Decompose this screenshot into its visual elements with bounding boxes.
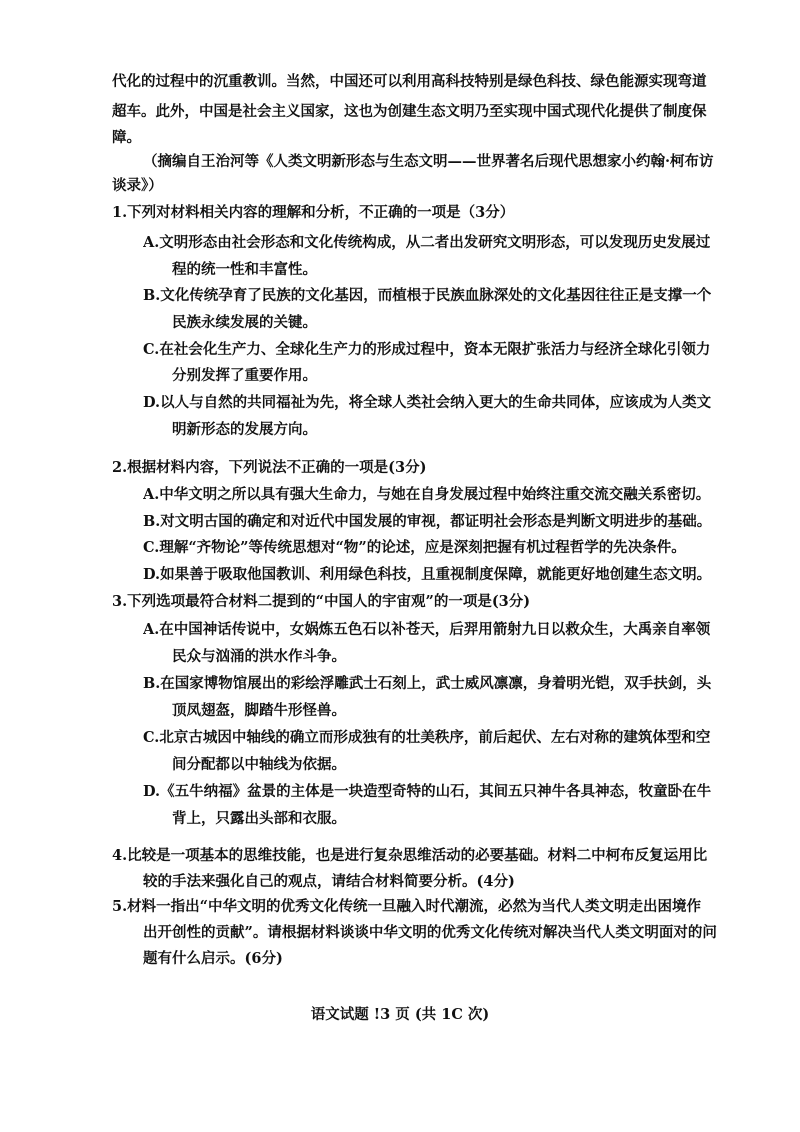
q2-option-c: C.理解“齐物论”等传统思想对“物”的论述，应是深刻把握有机过程哲学的先决条件。	[143, 539, 686, 556]
q1-stem: 1.下列对材料相关内容的理解和分析，不正确的一项是（3分）	[112, 204, 515, 221]
intro-line-3: 障。	[112, 129, 141, 146]
q3-option-d-line-1: D.《五牛纳福》盆景的主体是一块造型奇特的山石，其间五只神牛各具神态，牧童卧在牛	[143, 783, 712, 800]
q3-option-c-line-1: C.北京古城因中轴线的确立而形成独有的壮美秩序，前后起伏、左右对称的建筑体型和空	[143, 729, 711, 746]
q3-option-c-line-2: 间分配都以中轴线为依据。	[172, 756, 346, 773]
q4-line-1: 4.比较是一项基本的思维技能，也是进行复杂思维活动的必要基础。材料二中柯布反复运用比	[112, 847, 708, 864]
q1-option-c-line-2: 分别发挥了重要作用。	[172, 367, 317, 384]
q2-option-a: A.中华文明之所以具有强大生命力，与她在自身发展过程中始终注重交流交融关系密切。	[143, 486, 711, 503]
q5-line-2: 出开创性的贡献”。请根据材料谈谈中华文明的优秀文化传统对解决当代人类文明面对的问	[143, 924, 717, 941]
q4-line-2: 较的手法来强化自己的观点，请结合材料简要分析。(4分)	[143, 873, 515, 890]
q3-option-a-line-2: 民众与汹涌的洪水作斗争。	[172, 648, 346, 665]
q3-option-a-line-1: A.在中国神话传说中，女娲炼五色石以补苍天，后羿用箭射九日以救众生，大禹亲自率领	[143, 621, 711, 638]
q1-option-c-line-1: C.在社会化生产力、全球化生产力的形成过程中，资本无限扩张活力与经济全球化引领力	[143, 341, 711, 358]
q5-line-1: 5.材料一指出“中华文明的优秀文化传统一旦融入时代潮流，必然为当代人类文明走出困境作	[112, 898, 701, 915]
q2-option-d: D.如果善于吸取他国教训、利用绿色科技，且重视制度保障，就能更好地创建生态文明。	[143, 566, 712, 583]
intro-line-2: 超车。此外，中国是社会主义国家，这也为创建生态文明乃至实现中国式现代化提供了制度保	[112, 103, 707, 120]
q1-option-a-line-1: A.文明形态由社会形态和文化传统构成，从二者出发研究文明形态，可以发现历史发展过	[143, 234, 711, 251]
q1-option-d-line-1: D.以人与自然的共同福祉为先，将全球人类社会纳入更大的生命共同体，应该成为人类文	[143, 394, 712, 411]
q1-option-a-line-2: 程的统一性和丰富性。	[172, 261, 317, 278]
page-footer: 语文试题 !3 页 (共 1C 次)	[310, 1006, 490, 1023]
q5-line-3: 题有什么启示。(6分)	[143, 950, 283, 967]
q3-option-b-line-2: 顶凤翅盔，脚踏牛形怪兽。	[172, 702, 346, 719]
q3-option-d-line-2: 背上，只露出头部和衣服。	[172, 810, 346, 827]
source-line-2: 谈录》）	[112, 177, 163, 194]
q3-stem: 3.下列选项最符合材料二提到的“中国人的宇宙观”的一项是(3分)	[112, 593, 531, 610]
source-line-1: （摘编自王治河等《人类文明新形态与生态文明——世界著名后现代思想家小约翰·柯布访	[143, 153, 714, 170]
q1-option-d-line-2: 明新形态的发展方向。	[172, 421, 317, 438]
q2-stem: 2.根据材料内容，下列说法不正确的一项是(3分)	[112, 459, 427, 476]
q3-option-b-line-1: B.在国家博物馆展出的彩绘浮雕武士石刻上，武士威风凛凛，身着明光铠，双手扶剑，头	[143, 675, 712, 692]
q1-option-b-line-2: 民族永续发展的关键。	[172, 314, 317, 331]
q2-option-b: B.对文明古国的确定和对近代中国发展的审视，都证明社会形态是判断文明进步的基础。	[143, 513, 712, 530]
q1-option-b-line-1: B.文化传统孕育了民族的文化基因，而植根于民族血脉深处的文化基因往往正是支撑一个	[143, 287, 712, 304]
intro-line-1: 代化的过程中的沉重教训。当然，中国还可以利用高科技特别是绿色科技、绿色能源实现弯道	[112, 73, 707, 90]
